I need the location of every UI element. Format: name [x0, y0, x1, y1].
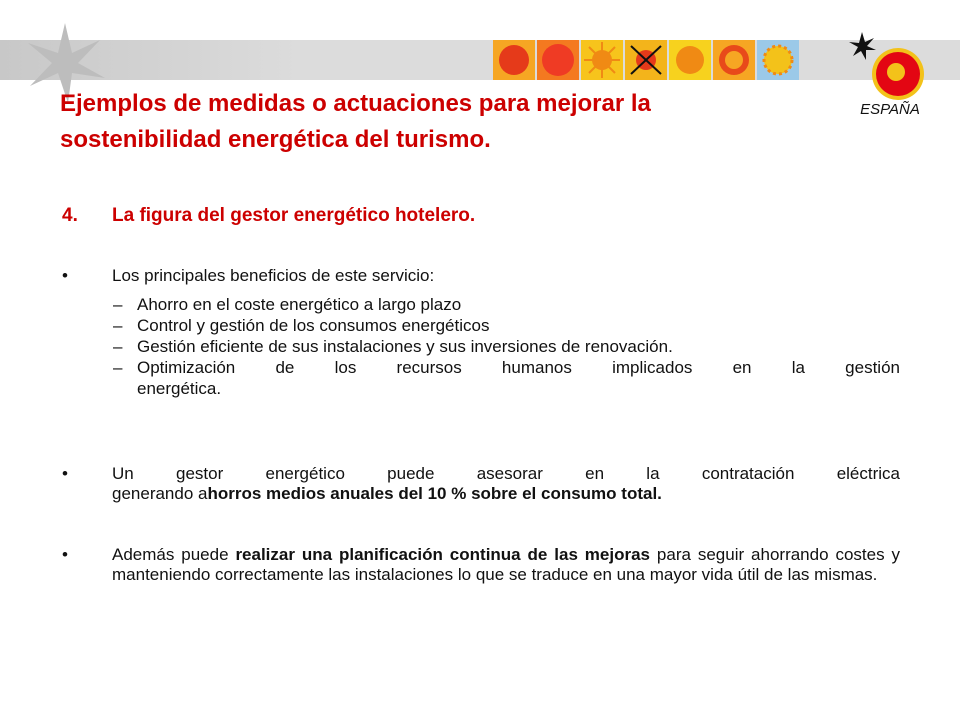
section-heading-text: La figura del gestor energético hotelero.: [112, 205, 476, 226]
bullet-marker: •: [62, 464, 68, 483]
bullet-savings-text: [112, 464, 900, 504]
sun-tile-icon: [581, 40, 623, 80]
bullet-benefits: [62, 266, 900, 286]
sun-tile-icon: [757, 40, 799, 80]
bullet-benefits-text: Los principales beneficios de este servicio:: [112, 266, 435, 285]
espana-logo: [840, 28, 940, 128]
bullet-savings-line1: Un gestor energético puede asesorar en la contratación eléctrica: [112, 464, 900, 483]
sun-tile-icon: [537, 40, 579, 80]
sun-tile-icon: [625, 40, 667, 80]
bullet-savings: [62, 464, 900, 504]
list-item-text: Ahorro en el coste energético a largo plazo: [137, 295, 462, 314]
bullet-planning: [62, 545, 900, 585]
list-item: [113, 294, 900, 315]
benefits-list: [113, 294, 900, 399]
savings-bold-text: horros medios anuales del 10 % sobre el consumo total.: [207, 484, 662, 503]
planning-bold-text: realizar una planificación continua de las mejoras: [235, 545, 651, 564]
bullet-marker: •: [62, 545, 68, 564]
list-item: [113, 357, 900, 378]
list-item-text: Optimización de los recursos humanos implicados en la gestión: [137, 358, 900, 377]
list-item-text: Gestión eficiente de sus instalaciones y sus inversiones de renovación.: [137, 337, 673, 356]
list-item-text: energética.: [137, 379, 222, 398]
bullet-marker: •: [62, 266, 68, 285]
bullet-planning-text: [112, 545, 900, 585]
sun-tile-icon: [713, 40, 755, 80]
dash-marker: –: [113, 337, 123, 356]
title-line-2: sostenibilidad energética del turismo.: [60, 126, 491, 153]
list-item: [113, 315, 900, 336]
tile-circle: [499, 45, 529, 75]
logo-star-icon: [849, 32, 876, 60]
planning-plain-text-2: para seguir ahorrando costes y manteniendo correctamente las instalaciones lo que se traduce en una mayor vida útil de las mismas.: [112, 545, 900, 584]
section-number: 4.: [62, 205, 78, 226]
planning-plain-text-1: Además puede: [112, 545, 236, 564]
list-item: [113, 336, 900, 357]
header-tiles: [493, 40, 803, 80]
dash-marker: –: [113, 295, 123, 314]
savings-plain-text: generando a: [112, 484, 208, 503]
logo-text: ESPAÑA: [860, 101, 920, 118]
dash-marker: –: [113, 358, 123, 377]
sun-tile-icon: [669, 40, 711, 80]
slide-title: [60, 86, 850, 158]
title-line-1: Ejemplos de medidas o actuaciones para mejorar la: [60, 90, 651, 117]
bullet-savings-line2: [112, 484, 900, 504]
list-item-continuation: [113, 378, 900, 399]
section-heading: [62, 204, 475, 228]
dash-marker: –: [113, 316, 123, 335]
sun-tile-icon: [493, 40, 535, 80]
header-band: [0, 40, 960, 80]
list-item-text: Control y gestión de los consumos energéticos: [137, 316, 490, 335]
